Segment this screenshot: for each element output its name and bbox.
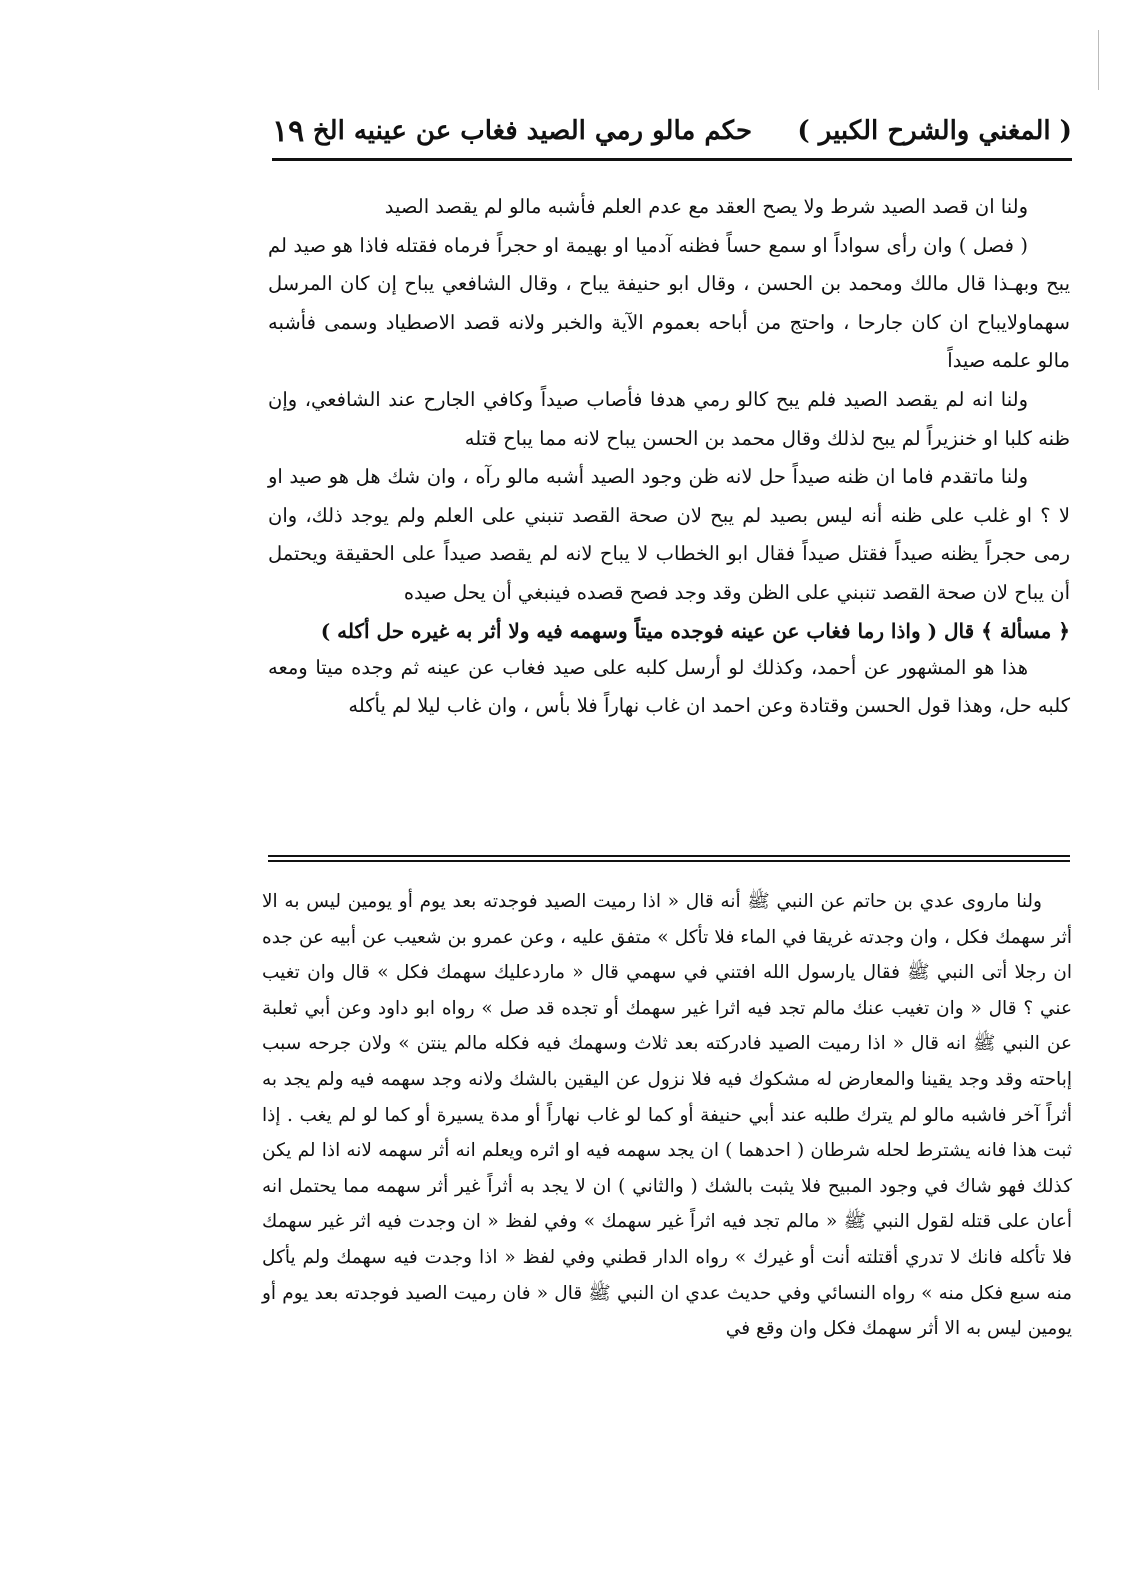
section-divider	[268, 855, 1070, 862]
main-paragraph: ولنا ان قصد الصيد شرط ولا يصح العقد مع عدم العلم فأشبه مالو لم يقصد الصيد	[384, 195, 1028, 218]
commentary-paragraph: ولنا ماروى عدي بن حاتم عن النبي ﷺ أنه قال « اذا رميت الصيد فوجدته بعد يوم أو يومين ليس به الا أثر سهمك فكل ، وان وجدته غريقا في الماء فلا تأكل » متفق عليه ، وعن عمرو بن شعيب عن أبيه عن جده ان رجلا أتى النبي ﷺ فقال يارسول الله افتني في سهمي قال « ماردعليك سهمك فكل » قال وان تغيب عني ؟ قال « وان تغيب عنك مالم تجد فيه اثرا غير سهمك أو تجده قد صل » رواه ابو داود وعن أبي ثعلبة عن النبي ﷺ انه قال « اذا رميت الصيد فادركته بعد ثلاث وسهمك فيه فكله مالم ينتن » ولان جرحه سبب إباحته وقد وجد يقينا والمعارض له مشكوك فيه فلا نزول عن اليقين بالشك ولانه وجد سهمه فيه ولم يجد به أثراً آخر فاشبه مالو لم يترك طلبه عند أبي حنيفة أو كما لو غاب نهاراً أو مدة يسيرة أو كما لو لم يغب . إذا ثبت هذا فانه يشترط لحله شرطان ( احدهما ) ان يجد سهمه فيه او اثره ويعلم انه أثر سهمه لانه اذا لم يكن كذلك فهو شاك في وجود المبيح فلا يثبت بالشك ( والثاني ) ان لا يجد به أثراً غير أثر سهمه مما يحتمل انه أعان على قتله لقول النبي ﷺ « مالم تجد فيه اثراً غير سهمك » وفي لفظ « ان وجدت فيه اثر غير سهمك فلا تأكله فانك لا تدري أقتلته أنت أو غيرك » رواه الدار قطني وفي لفظ « اذا وجدت فيه سهمك ولم يأكل منه سبع فكل منه » رواه النسائي وفي حديث عدي ان النبي ﷺ قال « فان رميت الصيد فوجدته بعد يوم أو يومين ليس به الا أثر سهمك فكل وان وقع في	[262, 891, 1072, 1340]
commentary-text	[262, 884, 1072, 1347]
header-rule	[272, 158, 1072, 161]
book-title: ( المغني والشرح الكبير )	[797, 116, 1072, 146]
page-header	[272, 108, 1072, 154]
masala-text: ( واذا رما فغاب عن عينه فوجده ميتاً وسهمه فيه ولا أثر به غيره حل أكله )	[320, 618, 938, 643]
main-text	[268, 188, 1070, 726]
main-paragraph: ( فصل ) وان رأى سواداً او سمع حساً فظنه آدميا او بهيمة او حجراً فرماه فقتله فاذا هو صيد لم يبح وبهـذا قال مالك ومحمد بن الحسن ، وقال ابو حنيفة يباح ، وقال الشافعي يباح إن كان المرسل سهماولايباح ان كان جارحا ، واحتج من أباحه بعموم الآية والخبر ولانه قصد الاصطياد وسمى فأشبه مالو علمه صيداً	[268, 233, 1070, 373]
scan-artifact-line	[1098, 30, 1099, 90]
masala-label: ﴿ مسألة ﴾ قال	[944, 618, 1070, 643]
running-title	[313, 116, 1072, 146]
page-number: ١٩	[272, 113, 305, 149]
divider-line	[268, 860, 1070, 862]
masala-heading	[268, 613, 1070, 649]
main-paragraph: ولنا انه لم يقصد الصيد فلم يبح كالو رمي هدفا فأصاب صيداً وكافي الجارح عند الشافعي، وإن ظنه كلبا او خنزيراً لم يبح لذلك وقال محمد بن الحسن يباح لانه مما يباح قتله	[268, 387, 1070, 450]
main-paragraph: هذا هو المشهور عن أحمد، وكذلك لو أرسل كلبه على صيد فغاب عن عينه ثم وجده ميتا ومعه كلبه حل، وهذا قول الحسن وقتادة وعن احمد ان غاب نهاراً فلا بأس ، وان غاب ليلا لم يأكله	[268, 655, 1070, 718]
divider-line	[268, 855, 1070, 857]
main-paragraph: ولنا ماتقدم فاما ان ظنه صيداً حل لانه ظن وجود الصيد أشبه مالو رآه ، وان شك هل هو صيد او لا ؟ او غلب على ظنه أنه ليس بصيد لم يبح لان صحة القصد تنبني على العلم ولم يوجد ذلك، وان رمى حجراً يظنه صيداً فقتل صيداً فقال ابو الخطاب لا يباح لانه لم يقصد صيداً على الحقيقة ويحتمل أن يباح لان صحة القصد تنبني على الظن وقد وجد فصح قصده فينبغي أن يحل صيده	[268, 465, 1070, 604]
section-title: حكم مالو رمي الصيد فغاب عن عينيه الخ	[312, 116, 753, 146]
